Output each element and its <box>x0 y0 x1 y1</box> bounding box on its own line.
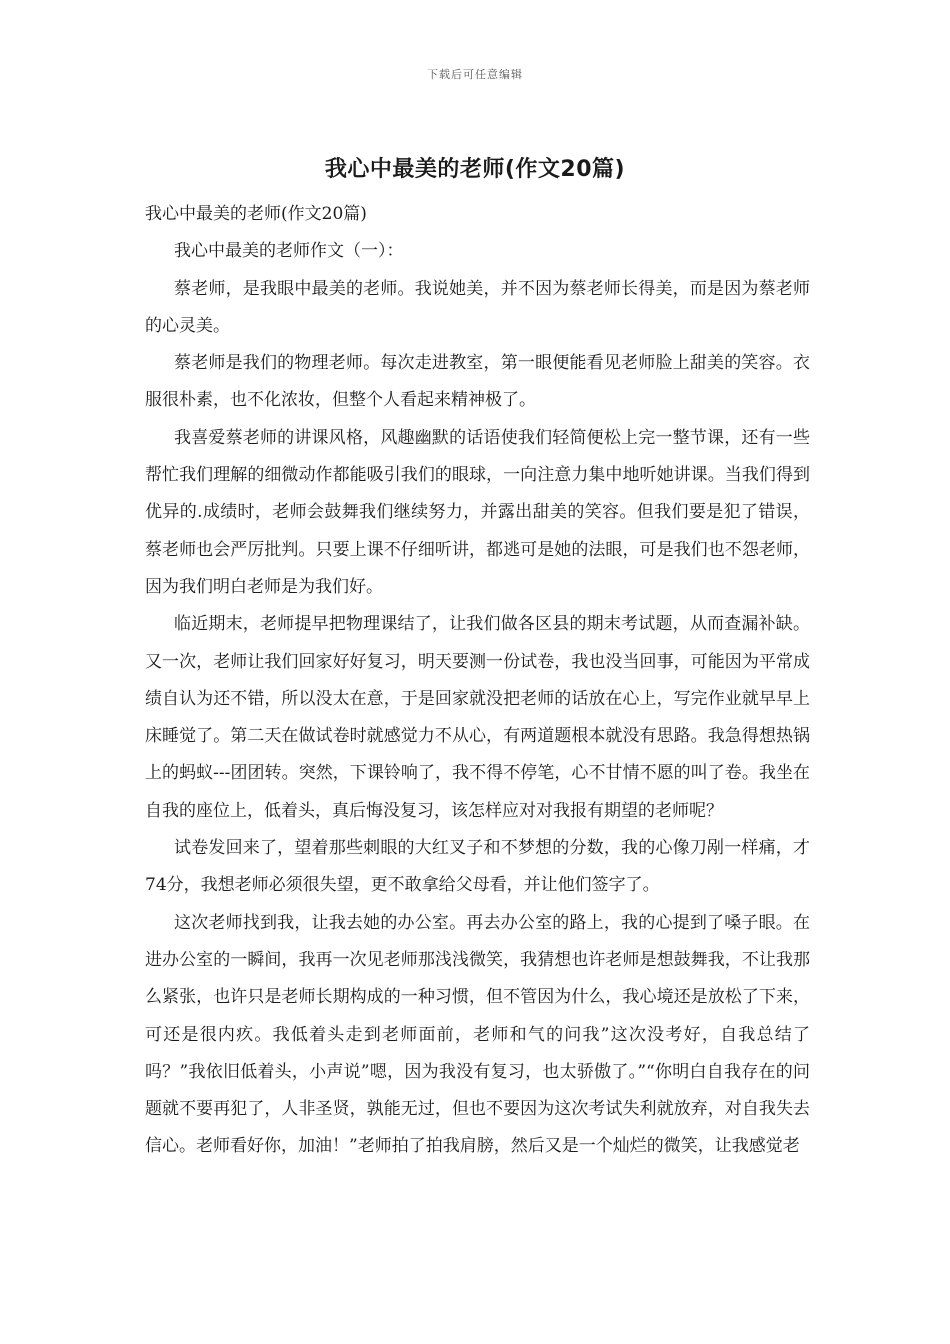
paragraph: 临近期末，老师提早把物理课结了，让我们做各区县的期末考试题，从而查漏补缺。又一次，老师让我们回家好好复习，明天要测一份试卷，我也没当回事，可能因为平常成绩自认为还不错，所以没太在意，于是回家就没把老师的话放在心上，写完作业就早早上床睡觉了。第二天在做试卷时就感觉力不从心，有两道题根本就没有思路。我急得想热锅上的蚂蚁---团团转。突然，下课铃响了，我不得不停笔，心不甘情不愿的叫了卷。我坐在自我的座位上，低着头，真后悔没复习，该怎样应对对我报有期望的老师呢？ <box>145 614 810 821</box>
paragraph: 蔡老师是我们的物理老师。每次走进教室，第一眼便能看见老师脸上甜美的笑容。衣服很朴素，也不化浓妆，但整个人看起来精神极了。 <box>145 353 810 411</box>
subtitle: 我心中最美的老师(作文20篇) <box>145 204 367 224</box>
paragraph: 这次老师找到我，让我去她的办公室。再去办公室的路上，我的心提到了嗓子眼。在进办公室的一瞬间，我再一次见老师那浅浅微笑，我猜想也许老师是想鼓舞我，不让我那么紧张，也许只是老师长期构成的一种习惯，但不管因为什么，我心境还是放松了下来，可还是很内疚。我低着头走到老师面前，老师和气的问我”这次没考好，自我总结了吗？”我依旧低着头，小声说”嗯，因为我没有复习，也太骄傲了。”“你明白自我存在的问题就不要再犯了，人非圣贤，孰能无过，但也不要因为这次考试失利就放弃，对自我失去信心。老师看好你，加油！”老师拍了拍我肩膀，然后又是一个灿烂的微笑，让我感觉老 <box>145 912 810 1157</box>
paragraph: 试卷发回来了，望着那些刺眼的大红叉子和不梦想的分数，我的心像刀剐一样痛，才74分，我想老师必须很失望，更不敢拿给父母看，并让他们签字了。 <box>145 838 810 896</box>
header-note: 下载后可任意编辑 <box>427 68 523 81</box>
paragraph: 蔡老师，是我眼中最美的老师。我说她美，并不因为蔡老师长得美，而是因为蔡老师的心灵美。 <box>145 278 810 336</box>
paragraph: 我心中最美的老师作文（一）： <box>174 241 404 262</box>
paragraph: 我喜爱蔡老师的讲课风格，风趣幽默的话语使我们轻简便松上完一整节课，还有一些帮忙我们理解的细微动作都能吸引我们的眼球，一向注意力集中地听她讲课。当我们得到优异的.成绩时，老师会鼓舞我们继续努力，并露出甜美的笑容。但我们要是犯了错误，蔡老师也会严厉批判。只要上课不仔细听讲，都逃可是她的法眼，可是我们也不怨老师，因为我们明白老师是为我们好。 <box>145 427 810 597</box>
page-title: 我心中最美的老师(作文20篇) <box>324 157 626 182</box>
document-body <box>145 196 810 1166</box>
